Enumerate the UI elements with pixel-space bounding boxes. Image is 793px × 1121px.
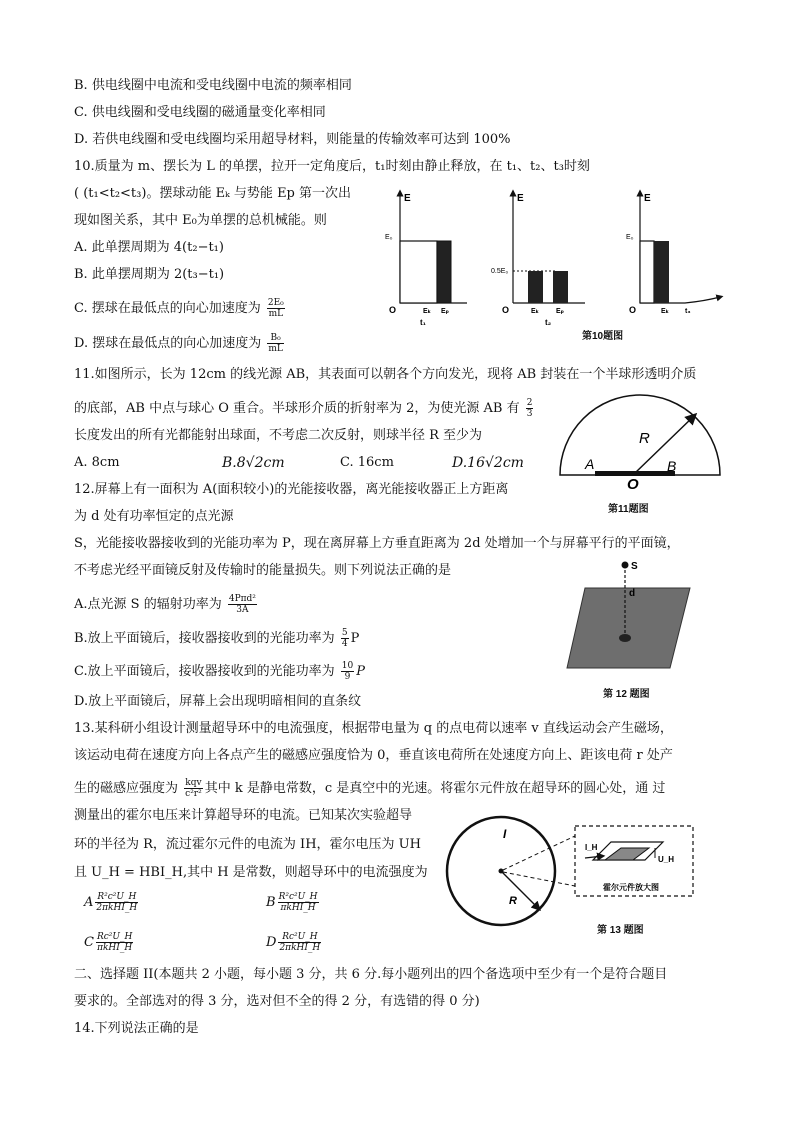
q12-stem-line4: 不考虑光经平面镜反射及传输时的能量损失。则下列说法正确的是 bbox=[74, 563, 452, 578]
bar-ep-t2 bbox=[553, 271, 568, 303]
q13-option-c-fraction bbox=[96, 932, 133, 953]
label-e0: E₀ bbox=[626, 234, 634, 241]
q12-stem-line3: S，光能接收器接收到的光能功率为 P，现在离屏幕上方垂直距离为 2d 处增加一个与屏幕平行的平面镜， bbox=[74, 536, 680, 551]
q10-chart-t3 bbox=[626, 193, 720, 315]
q11-hemisphere-figure bbox=[555, 385, 725, 490]
q13-stem-fraction bbox=[184, 778, 203, 799]
q13-stem-line3 bbox=[74, 778, 665, 799]
q13-stem-line4: 测量出的霍尔电压来计算超导环的电流。已知某次实验超导 bbox=[74, 808, 413, 823]
frac-num: 2 bbox=[526, 398, 533, 408]
q10-stem-line1: 10.质量为 m、摆长为 L 的单摆，拉开一定角度后，t₁时刻由静止释放，在 t₁、t₂、t₃时刻 bbox=[74, 159, 590, 174]
section2-header-line2: 要求的。全部选对的得 3 分，选对但不全的得 2 分，有选错的得 0 分) bbox=[74, 994, 480, 1009]
q12-option-a-fraction bbox=[228, 594, 257, 615]
q12-screen-figure bbox=[565, 558, 700, 676]
q13-option-d-label: D bbox=[266, 935, 277, 950]
q13-option-c-label: C bbox=[84, 935, 94, 950]
q11-stem-line2 bbox=[74, 398, 535, 419]
frac-num: Rc²U_H bbox=[278, 932, 321, 943]
frac-num: Rc²U_H bbox=[96, 932, 133, 942]
label-ek: Eₖ bbox=[661, 308, 670, 315]
frac-num: 10 bbox=[341, 661, 354, 671]
q13-stem-line3-text: 生的磁感应强度为 bbox=[74, 781, 179, 796]
label-r: R bbox=[509, 895, 517, 907]
q10-option-a: A. 此单摆周期为 4(t₂−t₁) bbox=[74, 240, 224, 255]
label-ih: I_H bbox=[585, 843, 598, 852]
label-a: A bbox=[585, 456, 595, 472]
q10-chart-t2 bbox=[491, 193, 585, 327]
q13-stem-line2: 该运动电荷在速度方向上各点产生的磁感应强度恰为 0，垂直该电荷所在处速度方向上、距该电荷 r 处产 bbox=[74, 748, 673, 763]
frac-den: 2πkHI_H bbox=[279, 943, 321, 953]
q13-option-a-label: A bbox=[84, 895, 94, 910]
q10-option-d bbox=[74, 333, 286, 354]
frac-num: 5 bbox=[341, 628, 348, 638]
frac-den: 2πkHI_H bbox=[96, 903, 138, 913]
q9-option-c: C. 供电线圈和受电线圈的磁通量变化率相同 bbox=[74, 105, 326, 120]
q10-option-d-text: D. 摆球在最低点的向心加速度为 bbox=[74, 336, 262, 351]
frac-den: mL bbox=[268, 309, 284, 319]
q11-stem-fraction bbox=[526, 398, 534, 419]
q12-option-c bbox=[74, 661, 365, 682]
label-ek: Eₖ bbox=[423, 308, 432, 315]
frac-den: 9 bbox=[344, 672, 351, 682]
frac-den: 4 bbox=[341, 639, 348, 649]
label-t1: t₁ bbox=[420, 318, 426, 327]
q12-figure-caption: 第 12 题图 bbox=[603, 689, 650, 700]
frac-den: c²r² bbox=[185, 789, 202, 799]
frac-den: 3 bbox=[526, 409, 533, 419]
q11-figure-caption: 第11题图 bbox=[608, 504, 649, 515]
q12-stem-line1: 12.屏幕上有一面积为 A(面积较小)的光能接收器，离光能接收器正上方距离 bbox=[74, 482, 509, 497]
q13-option-d bbox=[266, 932, 323, 953]
q13-stem-line6: 且 U_H = HBI_H,其中 H 是常数，则超导环中的电流强度为 bbox=[74, 865, 428, 880]
q10-option-b: B. 此单摆周期为 2(t₃−t₁) bbox=[74, 267, 225, 282]
bar-ek-t3 bbox=[640, 241, 654, 303]
q13-stem-line5: 环的半径为 R，流过霍尔元件的电流为 IH，霍尔电压为 UH bbox=[74, 837, 421, 852]
q12-option-c-fraction bbox=[341, 661, 354, 682]
q9-option-d: D. 若供电线圈和受电线圈均采用超导材料，则能量的传输效率可达到 100% bbox=[74, 132, 511, 147]
label-origin: O bbox=[502, 305, 510, 315]
axis-label-e: E bbox=[517, 193, 524, 204]
q12-option-c-text: C.放上平面镜后，接收器接收到的光能功率为 bbox=[74, 664, 335, 679]
q12-option-a-text: A.点光源 S 的辐射功率为 bbox=[74, 597, 222, 612]
q13-option-a-fraction bbox=[95, 892, 138, 913]
frac-den: πkHI_H bbox=[97, 943, 133, 953]
q10-energy-figure bbox=[385, 185, 730, 345]
frac-num: 4Pπd² bbox=[228, 594, 256, 604]
label-origin: O bbox=[629, 305, 637, 315]
q13-stem-line1: 13.某科研小组设计测量超导环中的电流强度，根据带电量为 q 的点电荷以速率 v 直线运动会产生磁场， bbox=[74, 721, 673, 736]
q14-stem: 14.下列说法正确的是 bbox=[74, 1021, 199, 1036]
q10-option-c bbox=[74, 298, 287, 319]
q10-option-c-text: C. 摆球在最低点的向心加速度为 bbox=[74, 301, 261, 316]
label-s: S bbox=[631, 561, 638, 572]
light-receiver bbox=[619, 634, 631, 642]
label-ep: Eₚ bbox=[441, 308, 450, 315]
q13-option-b-fraction bbox=[278, 892, 319, 913]
label-origin: O bbox=[389, 305, 397, 315]
q12-option-b bbox=[74, 628, 359, 649]
q10-stem-line3: 现如图关系，其中 E₀为单摆的总机械能。则 bbox=[74, 213, 327, 228]
q12-option-b-fraction bbox=[341, 628, 349, 649]
q12-option-b-unit: P bbox=[350, 631, 360, 646]
q13-stem-line3-rest: 其中 k 是静电常数，c 是真空中的光速。将霍尔元件放在超导环的圆心处，通 过 bbox=[204, 781, 666, 796]
axis-label-e: E bbox=[404, 193, 411, 204]
q10-figure-caption: 第10题图 bbox=[582, 331, 624, 342]
q12-option-a bbox=[74, 594, 259, 615]
q9-option-b: B. 供电线圈中电流和受电线圈中电流的频率相同 bbox=[74, 78, 352, 93]
label-i: I bbox=[503, 827, 507, 841]
inset-caption: 霍尔元件放大图 bbox=[603, 883, 659, 892]
q13-option-c bbox=[84, 932, 135, 953]
bar-ek-t2 bbox=[528, 271, 543, 303]
label-e0: E₀ bbox=[385, 234, 393, 241]
axis-label-e: E bbox=[644, 193, 651, 204]
q13-option-d-fraction bbox=[278, 932, 321, 953]
q13-ring-figure bbox=[445, 812, 703, 930]
q11-option-b: B.8√2cm bbox=[222, 455, 285, 471]
label-t2: t₂ bbox=[545, 318, 552, 327]
frac-num: R²c²U_H bbox=[278, 892, 318, 902]
q10-chart-t1 bbox=[385, 193, 467, 327]
frac-den: πkHI_H bbox=[280, 903, 316, 913]
label-d: d bbox=[629, 588, 636, 599]
label-uh: U_H bbox=[658, 855, 675, 864]
frac-den: 3A bbox=[236, 605, 249, 615]
q11-stem-line2-text: 的底部，AB 中点与球心 O 重合。半球形介质的折射率为 2，为使光源 AB 有 bbox=[74, 401, 520, 416]
section2-header-line1: 二、选择题 II(本题共 2 小题，每小题 3 分，共 6 分.每小题列出的四个备选项中至少有一个是符合题目 bbox=[74, 967, 668, 982]
q12-option-b-text: B.放上平面镜后，接收器接收到的光能功率为 bbox=[74, 631, 335, 646]
frac-num: R²c²U_H bbox=[97, 892, 137, 902]
q10-option-d-fraction bbox=[267, 333, 284, 354]
q13-figure-caption: 第 13 题图 bbox=[597, 925, 644, 936]
q12-option-d: D.放上平面镜后，屏幕上会出现明暗相间的直条纹 bbox=[74, 694, 362, 709]
label-t3: t₃ bbox=[685, 308, 691, 315]
bar-ep-t1 bbox=[437, 241, 451, 303]
label-ep: Eₚ bbox=[556, 308, 565, 315]
q11-stem-line1: 11.如图所示，长为 12cm 的线光源 AB，其表面可以朝各个方向发光，现将 AB 封装在一个半球形透明介质 bbox=[74, 367, 697, 382]
q13-option-b bbox=[266, 892, 321, 913]
q12-stem-line2: 为 d 处有功率恒定的点光源 bbox=[74, 509, 234, 524]
label-half-e0: 0.5E₀ bbox=[491, 268, 509, 275]
label-r: R bbox=[639, 430, 650, 447]
label-b: B bbox=[667, 458, 677, 474]
bar-ek-t1 bbox=[400, 241, 437, 303]
label-ek: Eₖ bbox=[531, 308, 540, 315]
q11-option-d: D.16√2cm bbox=[452, 455, 524, 471]
q12-option-c-unit: P bbox=[356, 664, 365, 679]
frac-num: kqv bbox=[185, 778, 202, 788]
q10-option-c-fraction bbox=[267, 298, 285, 319]
screen-plane bbox=[567, 588, 690, 668]
q10-stem-line2: ( (t₁<t₂<t₃)。摆球动能 Eₖ 与势能 Ep 第一次出 bbox=[74, 186, 352, 201]
bar-ep-t3 bbox=[654, 241, 669, 303]
q13-option-a bbox=[84, 892, 140, 913]
q11-stem-line3: 长度发出的所有光都能射出球面，不考虑二次反射，则球半径 R 至少为 bbox=[74, 428, 483, 443]
q13-option-b-label: B bbox=[266, 895, 276, 910]
q11-option-c: C. 16cm bbox=[340, 455, 394, 470]
label-o: O bbox=[627, 476, 639, 490]
q11-option-a: A. 8cm bbox=[74, 455, 120, 470]
frac-den: mL bbox=[268, 344, 283, 354]
frac-num: 2E₀ bbox=[267, 298, 284, 308]
frac-num: B₀ bbox=[267, 333, 284, 344]
